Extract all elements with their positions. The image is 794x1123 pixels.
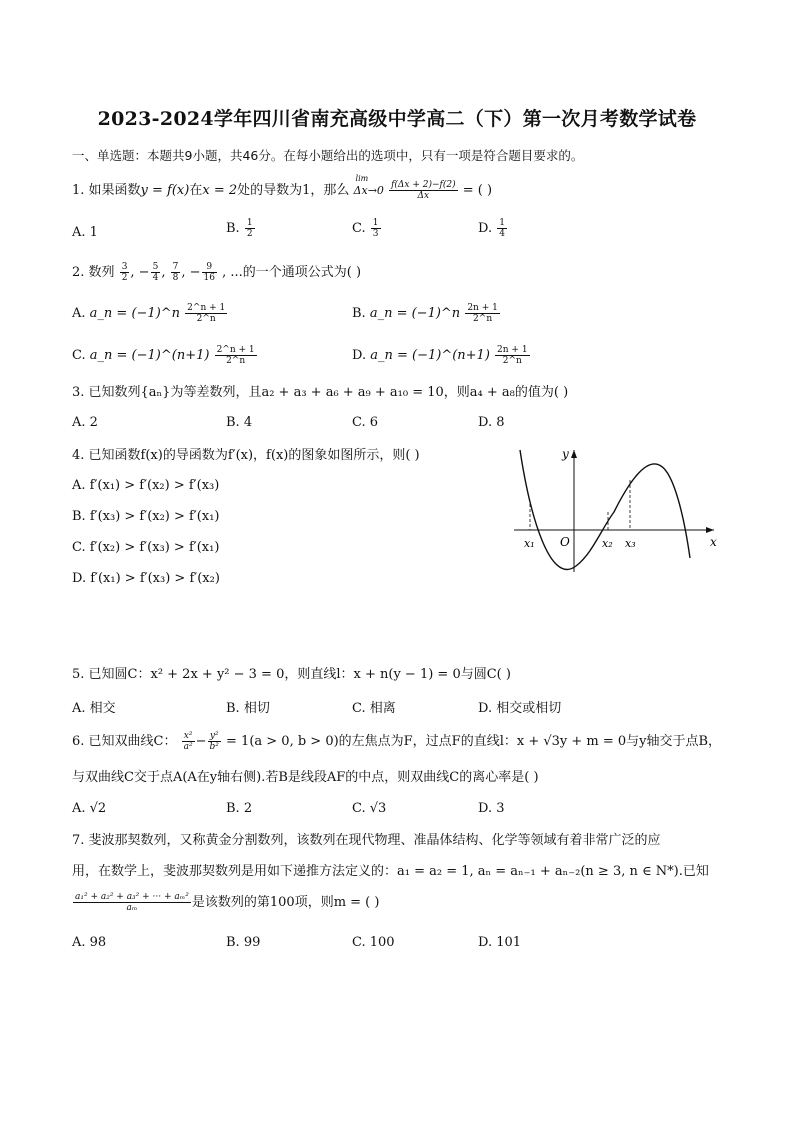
option-frac bbox=[495, 345, 530, 366]
q2-stem-b: , ...的一个通项公式为( ) bbox=[222, 265, 362, 280]
frac-num: 2n + 1 bbox=[467, 303, 498, 313]
q1-fx: y = f(x) bbox=[140, 183, 190, 198]
frac-den: 3 bbox=[372, 229, 379, 239]
frac-den: 16 bbox=[203, 273, 215, 283]
frac-den: 2^n bbox=[502, 356, 522, 366]
option-label: B. bbox=[352, 306, 366, 321]
q7-line-3-text: 是该数列的第100项，则m = ( ) bbox=[191, 895, 380, 910]
q1-stem-a: 1. 如果函数 bbox=[72, 183, 141, 198]
q5-option-b[interactable]: B. 相切 bbox=[226, 701, 270, 716]
frac-den: b² bbox=[209, 742, 219, 752]
section-heading: 一、单选题：本题共9小题，共46分。在每小题给出的选项中，只有一项是符合题目要求的。 bbox=[72, 148, 584, 163]
q6-stem-b: = 1(a > 0, b > 0)的左焦点为F，过点F的直线l：x + √3y + m = 0与y轴交于点B， bbox=[226, 734, 722, 749]
q7-option-a[interactable]: A. 98 bbox=[72, 935, 107, 950]
q6-frac-y bbox=[208, 731, 221, 752]
x-axis-label: x bbox=[710, 535, 717, 549]
q3-option-c[interactable]: C. 6 bbox=[352, 415, 379, 430]
q7-fraction bbox=[73, 892, 191, 913]
y-axis-label: y bbox=[562, 447, 569, 461]
question-2: 2. 数列 $\frac{3}{2}$ , − $\frac{5}{4}$ , $\frac{7}{8}$ , − $\frac{9}{16}$ , ...的一个通项公式为( ) bbox=[72, 262, 362, 283]
frac-num: 2n + 1 bbox=[497, 345, 528, 355]
frac-den: 2^n bbox=[196, 314, 216, 324]
q1-option-c[interactable] bbox=[352, 218, 382, 239]
q7-option-b[interactable]: B. 99 bbox=[226, 935, 261, 950]
frac-num: a₁² + a₂² + a₃² + ··· + aₘ² bbox=[75, 892, 189, 902]
frac-den: 2 bbox=[121, 273, 128, 283]
frac-den: 2^n bbox=[226, 356, 246, 366]
frac-num: 1 bbox=[246, 218, 253, 228]
q3-option-b[interactable]: B. 4 bbox=[226, 415, 253, 430]
x-axis-arrow bbox=[706, 527, 714, 533]
q7-option-d[interactable]: D. 101 bbox=[478, 935, 522, 950]
function-curve bbox=[520, 450, 690, 569]
y-axis-arrow bbox=[571, 450, 577, 458]
question-6: 6. 已知双曲线C： $\frac{\text{x²}}{\text{a²}}$ − $\frac{\text{y²}}{\text{b²}}$ = 1(a > 0, b > 0)的左焦点为F，过点F的直线l：x + √3y + m = 0与y轴交于点B， bbox=[72, 731, 722, 752]
q1-difference-quotient bbox=[389, 180, 458, 201]
q7-line-3 bbox=[72, 892, 379, 913]
q1-option-d-frac bbox=[497, 218, 507, 239]
q2-option-b[interactable] bbox=[352, 303, 501, 324]
question-3: 3. 已知数列{aₙ}为等差数列，且a₂ + a₃ + a₆ + a₉ + a₁₀ = 10，则a₄ + a₈的值为( ) bbox=[72, 385, 569, 400]
q5-option-d[interactable]: D. 相交或相切 bbox=[478, 701, 562, 716]
frac-den: aₘ bbox=[126, 903, 138, 913]
origin-label: O bbox=[560, 535, 570, 549]
q1-option-c-frac bbox=[371, 218, 381, 239]
q2-option-c[interactable] bbox=[72, 345, 258, 366]
frac-num: 2^n + 1 bbox=[216, 345, 255, 355]
q6-option-a[interactable]: A. √2 bbox=[72, 801, 107, 816]
q1-x2: x = 2 bbox=[202, 183, 238, 198]
x1-label: x₁ bbox=[524, 537, 535, 550]
frac-num: 1 bbox=[499, 218, 505, 228]
option-label: D. bbox=[352, 348, 367, 363]
question-5: 5. 已知圆C：x² + 2x + y² − 3 = 0，则直线l：x + n(y − 1) = 0与圆C( ) bbox=[72, 667, 511, 682]
x2-label: x₂ bbox=[602, 537, 613, 550]
option-expr: a_n = (−1)^n bbox=[369, 306, 461, 321]
q1-option-b[interactable] bbox=[226, 218, 256, 239]
frac-num: 1 bbox=[372, 218, 379, 228]
question-7: 7. 斐波那契数列，又称黄金分割数列，该数列在现代物理、准晶体结构、化学等领域有着非常广泛的应 bbox=[72, 833, 661, 848]
q1-stem-b: 在 bbox=[189, 183, 203, 198]
question-4: 4. 已知函数f(x)的导函数为f′(x)，f(x)的图象如图所示，则( ) bbox=[72, 448, 420, 463]
q1-numerator: f(Δx + 2)−f(2) bbox=[391, 180, 456, 190]
q4-option-b[interactable]: B. f′(x₃) > f′(x₂) > f′(x₁) bbox=[72, 509, 220, 524]
q6-option-d[interactable]: D. 3 bbox=[478, 801, 505, 816]
q1-lim-word: lim bbox=[355, 173, 369, 183]
option-frac bbox=[465, 303, 500, 324]
q1-stem-c: 处的导数为1，那么 bbox=[237, 183, 350, 198]
option-frac bbox=[215, 345, 257, 366]
frac-den: 8 bbox=[172, 273, 179, 283]
q6-frac-x bbox=[182, 731, 195, 752]
option-label: C. bbox=[72, 348, 86, 363]
q4-option-c[interactable]: C. f′(x₂) > f′(x₃) > f′(x₁) bbox=[72, 540, 220, 555]
frac-num: y² bbox=[208, 731, 221, 742]
q2-term-1 bbox=[120, 262, 130, 283]
frac-num: x² bbox=[182, 731, 195, 742]
frac-den: 4 bbox=[152, 273, 159, 283]
option-frac bbox=[185, 303, 227, 324]
q7-option-c[interactable]: C. 100 bbox=[352, 935, 395, 950]
q6-option-b[interactable]: B. 2 bbox=[226, 801, 253, 816]
frac-num: 7 bbox=[172, 262, 179, 272]
q6-stem-a: 6. 已知双曲线C： bbox=[72, 734, 177, 749]
frac-num: 5 bbox=[152, 262, 159, 272]
option-expr: a_n = (−1)^n bbox=[89, 306, 181, 321]
q1-option-d-label: D. bbox=[478, 221, 493, 236]
q5-option-c[interactable]: C. 相离 bbox=[352, 701, 396, 716]
option-expr: a_n = (−1)^(n+1) bbox=[370, 348, 490, 363]
frac-den: a² bbox=[183, 742, 193, 752]
option-label: A. bbox=[72, 306, 86, 321]
frac-num: 9 bbox=[202, 262, 217, 273]
page-title: 2023-2024学年四川省南充高级中学高二（下）第一次月考数学试卷 bbox=[97, 108, 697, 130]
q4-option-a[interactable]: A. f′(x₁) > f′(x₂) > f′(x₃) bbox=[72, 478, 220, 493]
frac-den: 2^n bbox=[473, 314, 493, 324]
q4-option-d[interactable]: D. f′(x₁) > f′(x₃) > f′(x₂) bbox=[72, 571, 220, 586]
frac-num: 3 bbox=[121, 262, 128, 272]
q2-stem-a: 2. 数列 bbox=[72, 265, 115, 280]
x3-label: x₃ bbox=[625, 537, 636, 550]
function-graph bbox=[506, 446, 726, 576]
q5-option-a[interactable]: A. 相交 bbox=[72, 701, 116, 716]
q6-option-c[interactable]: C. √3 bbox=[352, 801, 387, 816]
q2-term-3 bbox=[171, 262, 181, 283]
q1-option-b-label: B. bbox=[226, 221, 240, 236]
q2-term-4 bbox=[202, 262, 217, 283]
q1-option-a[interactable]: A. 1 bbox=[72, 225, 98, 240]
option-expr: a_n = (−1)^(n+1) bbox=[89, 348, 210, 363]
q3-option-a[interactable]: A. 2 bbox=[72, 415, 98, 430]
q1-denominator: Δx bbox=[417, 191, 430, 201]
q1-option-b-frac bbox=[245, 218, 255, 239]
q3-option-d[interactable]: D. 8 bbox=[478, 415, 505, 430]
q2-term-2 bbox=[151, 262, 161, 283]
frac-num: 2^n + 1 bbox=[187, 303, 226, 313]
frac-den: 4 bbox=[499, 229, 505, 239]
q1-option-c-label: C. bbox=[352, 221, 366, 236]
q6-line-2: 与双曲线C交于点A(A在y轴右侧).若B是线段AF的中点，则双曲线C的离心率是( ) bbox=[72, 770, 539, 785]
q1-lim-sub: Δx→0 bbox=[353, 183, 384, 197]
q1-limit bbox=[353, 173, 384, 200]
q2-option-d[interactable] bbox=[352, 345, 531, 366]
frac-den: 2 bbox=[246, 229, 253, 239]
q7-line-2: 用，在数学上，斐波那契数列是用如下递推方法定义的：a₁ = a₂ = 1, aₙ = aₙ₋₁ + aₙ₋₂(n ≥ 3, n ∈ N*).已知 bbox=[72, 864, 709, 879]
question-1 bbox=[72, 173, 493, 201]
q1-option-d[interactable] bbox=[478, 218, 508, 239]
q1-stem-d: = ( ) bbox=[462, 183, 493, 198]
q2-option-a[interactable] bbox=[72, 303, 228, 324]
